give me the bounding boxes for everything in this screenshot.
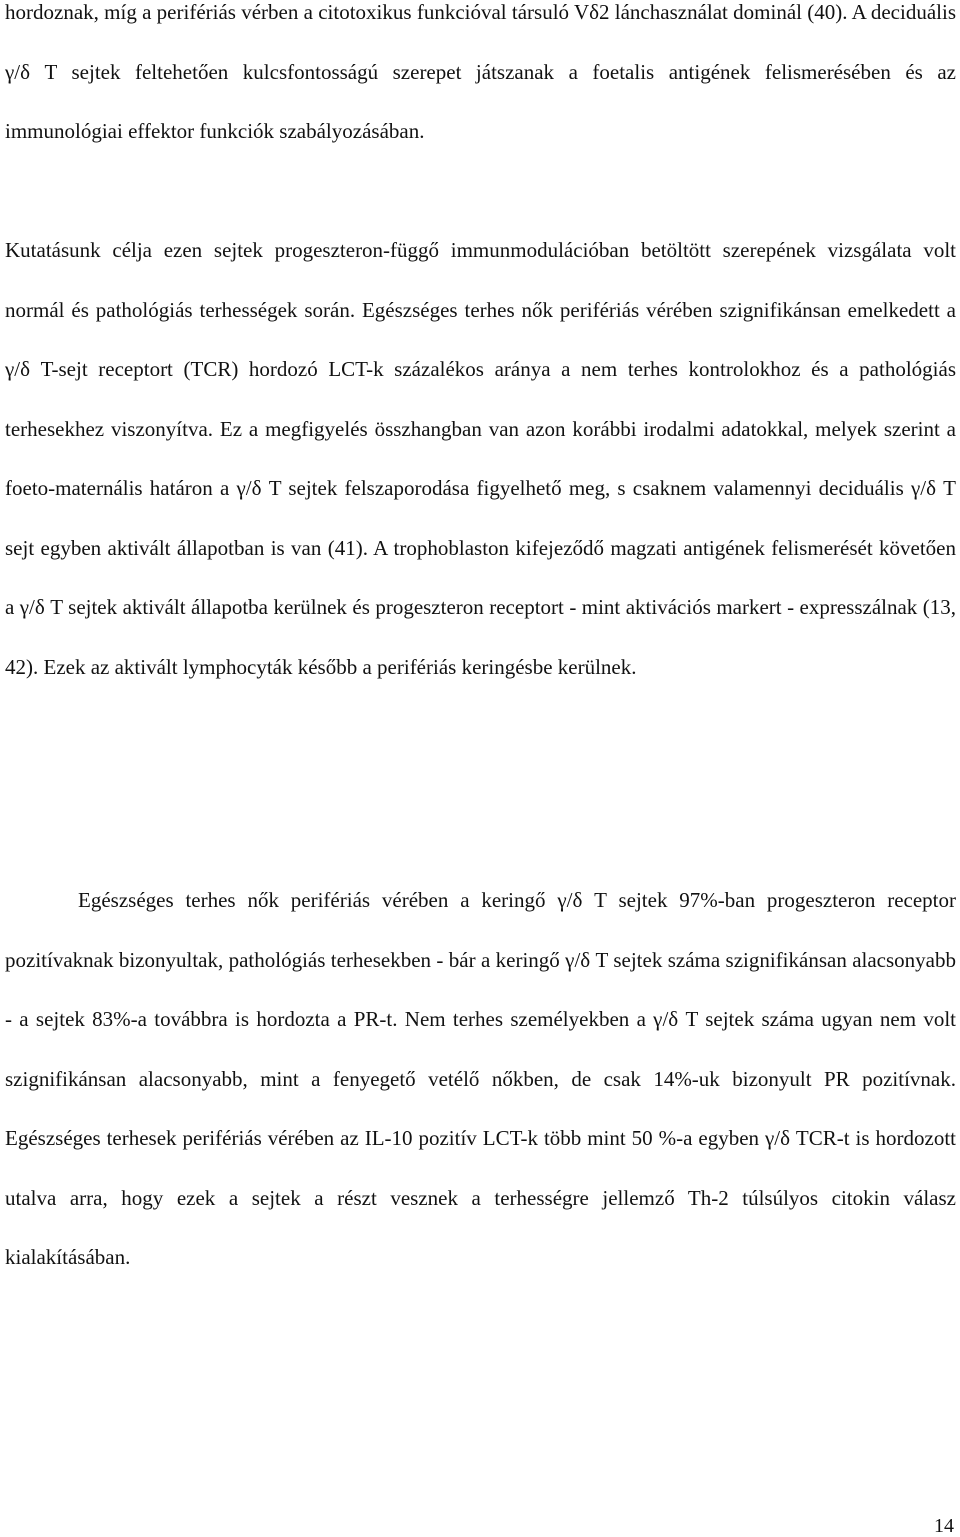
paragraph-intro: hordoznak, míg a perifériás vérben a citotoxikus funkcióval társuló Vδ2 lánchasználat dominál (40). A deciduális γ/δ T sejtek feltehetően kulcsfontosságú szerepet játszanak a foetalis antigének felismerésében és az immunológiai effektor funkciók szabályozásában.: [5, 0, 956, 143]
paragraph-results: Egészséges terhes nők perifériás vérében a keringő γ/δ T sejtek 97%-ban progeszteron receptor pozitívaknak bizonyultak, pathológiás terhesekben - bár a keringő γ/δ T sejtek száma szignifikánsan alacsonyabb - a sejtek 83%-a továbbra is hordozta a PR-t. Nem terhes személyekben a γ/δ T sejtek száma ugyan nem volt szignifikánsan alacsonyabb, mint a fenyegető vetélő nőkben, de csak 14%-uk bizonyult PR pozitívnak. Egészséges terhesek perifériás vérében az IL-10 pozitív LCT-k több mint 50 %-a egyben γ/δ TCR-t is hordozott utalva arra, hogy ezek a sejtek a részt vesznek a terhességre jellemző Th-2 túlsúlyos citokin válasz kialakításában.: [5, 888, 956, 1269]
page-number: 14: [934, 1515, 954, 1537]
paragraph-research-aim: Kutatásunk célja ezen sejtek progeszteron-függő immunmodulációban betöltött szerepének vizsgálata volt normál és pathológiás terhességek során. Egészséges terhes nők perifériás vérében szignifikánsan emelkedett a γ/δ T-sejt receptort (TCR) hordozó LCT-k százalékos aránya a nem terhes kontrolokhoz és a pathológiás terhesekhez viszonyítva. Ez a megfigyelés összhangban van azon korábbi irodalmi adatokkal, melyek szerint a foeto-maternális határon a γ/δ T sejtek felszaporodása figyelhető meg, s csaknem valamennyi deciduális γ/δ T sejt egyben aktivált állapotban is van (41). A trophoblaston kifejeződő magzati antigének felismerését követően a γ/δ T sejtek aktivált állapotba kerülnek és progeszteron receptort - mint aktivációs markert - expresszálnak (13, 42). Ezek az aktivált lymphocyták később a perifériás keringésbe kerülnek.: [5, 238, 956, 679]
